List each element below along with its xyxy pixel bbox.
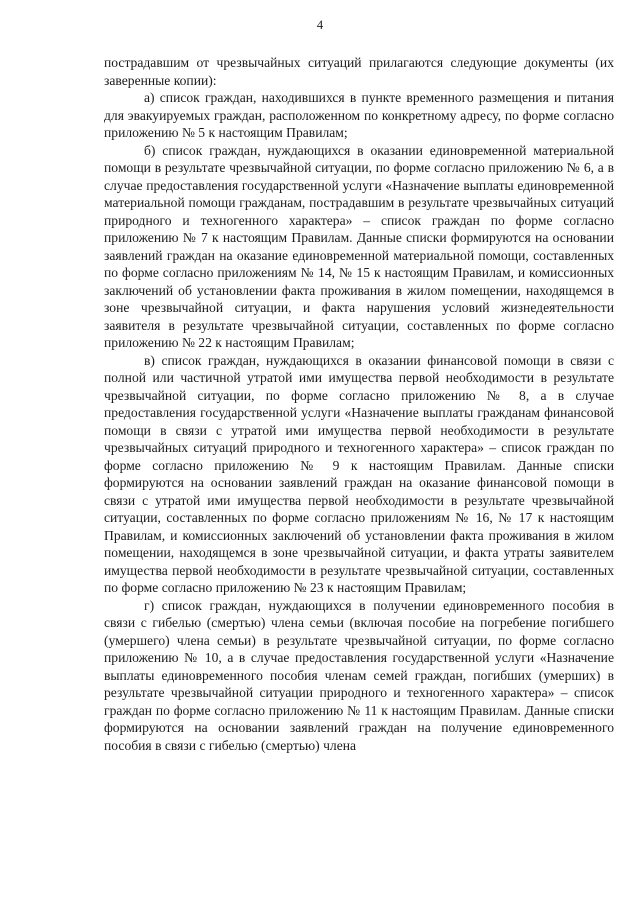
paragraph-item-v: в) список граждан, нуждающихся в оказании финансовой помощи в связи с полной или частичной утратой ими имущества первой необходимости в результате чрезвычайной ситуации, по форме согласно приложению № 8, а в случае предоставления государственной услуги «Назначение выплаты гражданам финансовой помощи в связи с утратой ими имущества первой необходимости в результате чрезвычайных ситуаций природного и техногенного характера» – список граждан по форме согласно приложению № 9 к настоящим Правилам. Данные списки формируются на основании заявлений граждан на оказание финансовой помощи в связи с утратой ими имущества первой необходимости в результате чрезвычайной ситуации, составленных по форме согласно приложениям № 16, № 17 к настоящим Правилам, и комиссионных заключений об установлении факта проживания в жилом помещении, находящемся в зоне чрезвычайной ситуации, и факта утраты заявителем имущества первой необходимости в результате чрезвычайной ситуации, составленных по форме согласно приложению № 23 к настоящим Правилам; bbox=[104, 352, 614, 595]
paragraph-item-a: а) список граждан, находившихся в пункте временного размещения и питания для эвакуируемых граждан, расположенном по конкретному адресу, по форме согласно приложению № 5 к настоящим Правилам; bbox=[104, 90, 614, 140]
paragraph-intro: пострадавшим от чрезвычайных ситуаций прилагаются следующие документы (их заверенные копии): bbox=[104, 55, 614, 88]
page-number: 4 bbox=[316, 18, 324, 32]
paragraph-item-b: б) список граждан, нуждающихся в оказании единовременной материальной помощи в результате чрезвычайной ситуации, по форме согласно приложению № 6, а в случае предоставления государственной услуги «Назначение выплаты единовременной материальной помощи гражданам, пострадавшим в результате чрезвычайных ситуаций природного и техногенного характера» – список граждан по форме согласно приложению № 7 к настоящим Правилам. Данные списки формируются на основании заявлений граждан на оказание единовременной материальной помощи, составленных по форме согласно приложениям № 14, № 15 к настоящим Правилам, и комиссионных заключений об установлении факта проживания в жилом помещении, находящемся в зоне чрезвычайной ситуации, и факта нарушения условий жизнедеятельности заявителя в результате чрезвычайной ситуации, составленных по форме согласно приложению № 22 к настоящим Правилам; bbox=[104, 142, 614, 350]
paragraph-item-g: г) список граждан, нуждающихся в получении единовременного пособия в связи с гибелью (смертью) члена семьи (включая пособие на погребение погибшего (умершего) члена семьи) в результате чрезвычайной ситуации, по форме согласно приложению № 10, а в случае предоставления государственной услуги «Назначение выплаты единовременного пособия членам семей граждан, погибших (умерших) в результате чрезвычайной ситуации природного и техногенного характера» – список граждан по форме согласно приложению № 11 к настоящим Правилам. Данные списки формируются на основании заявлений граждан на получение единовременного пособия в связи с гибелью (смертью) члена bbox=[104, 597, 614, 753]
document-body bbox=[104, 54, 614, 754]
